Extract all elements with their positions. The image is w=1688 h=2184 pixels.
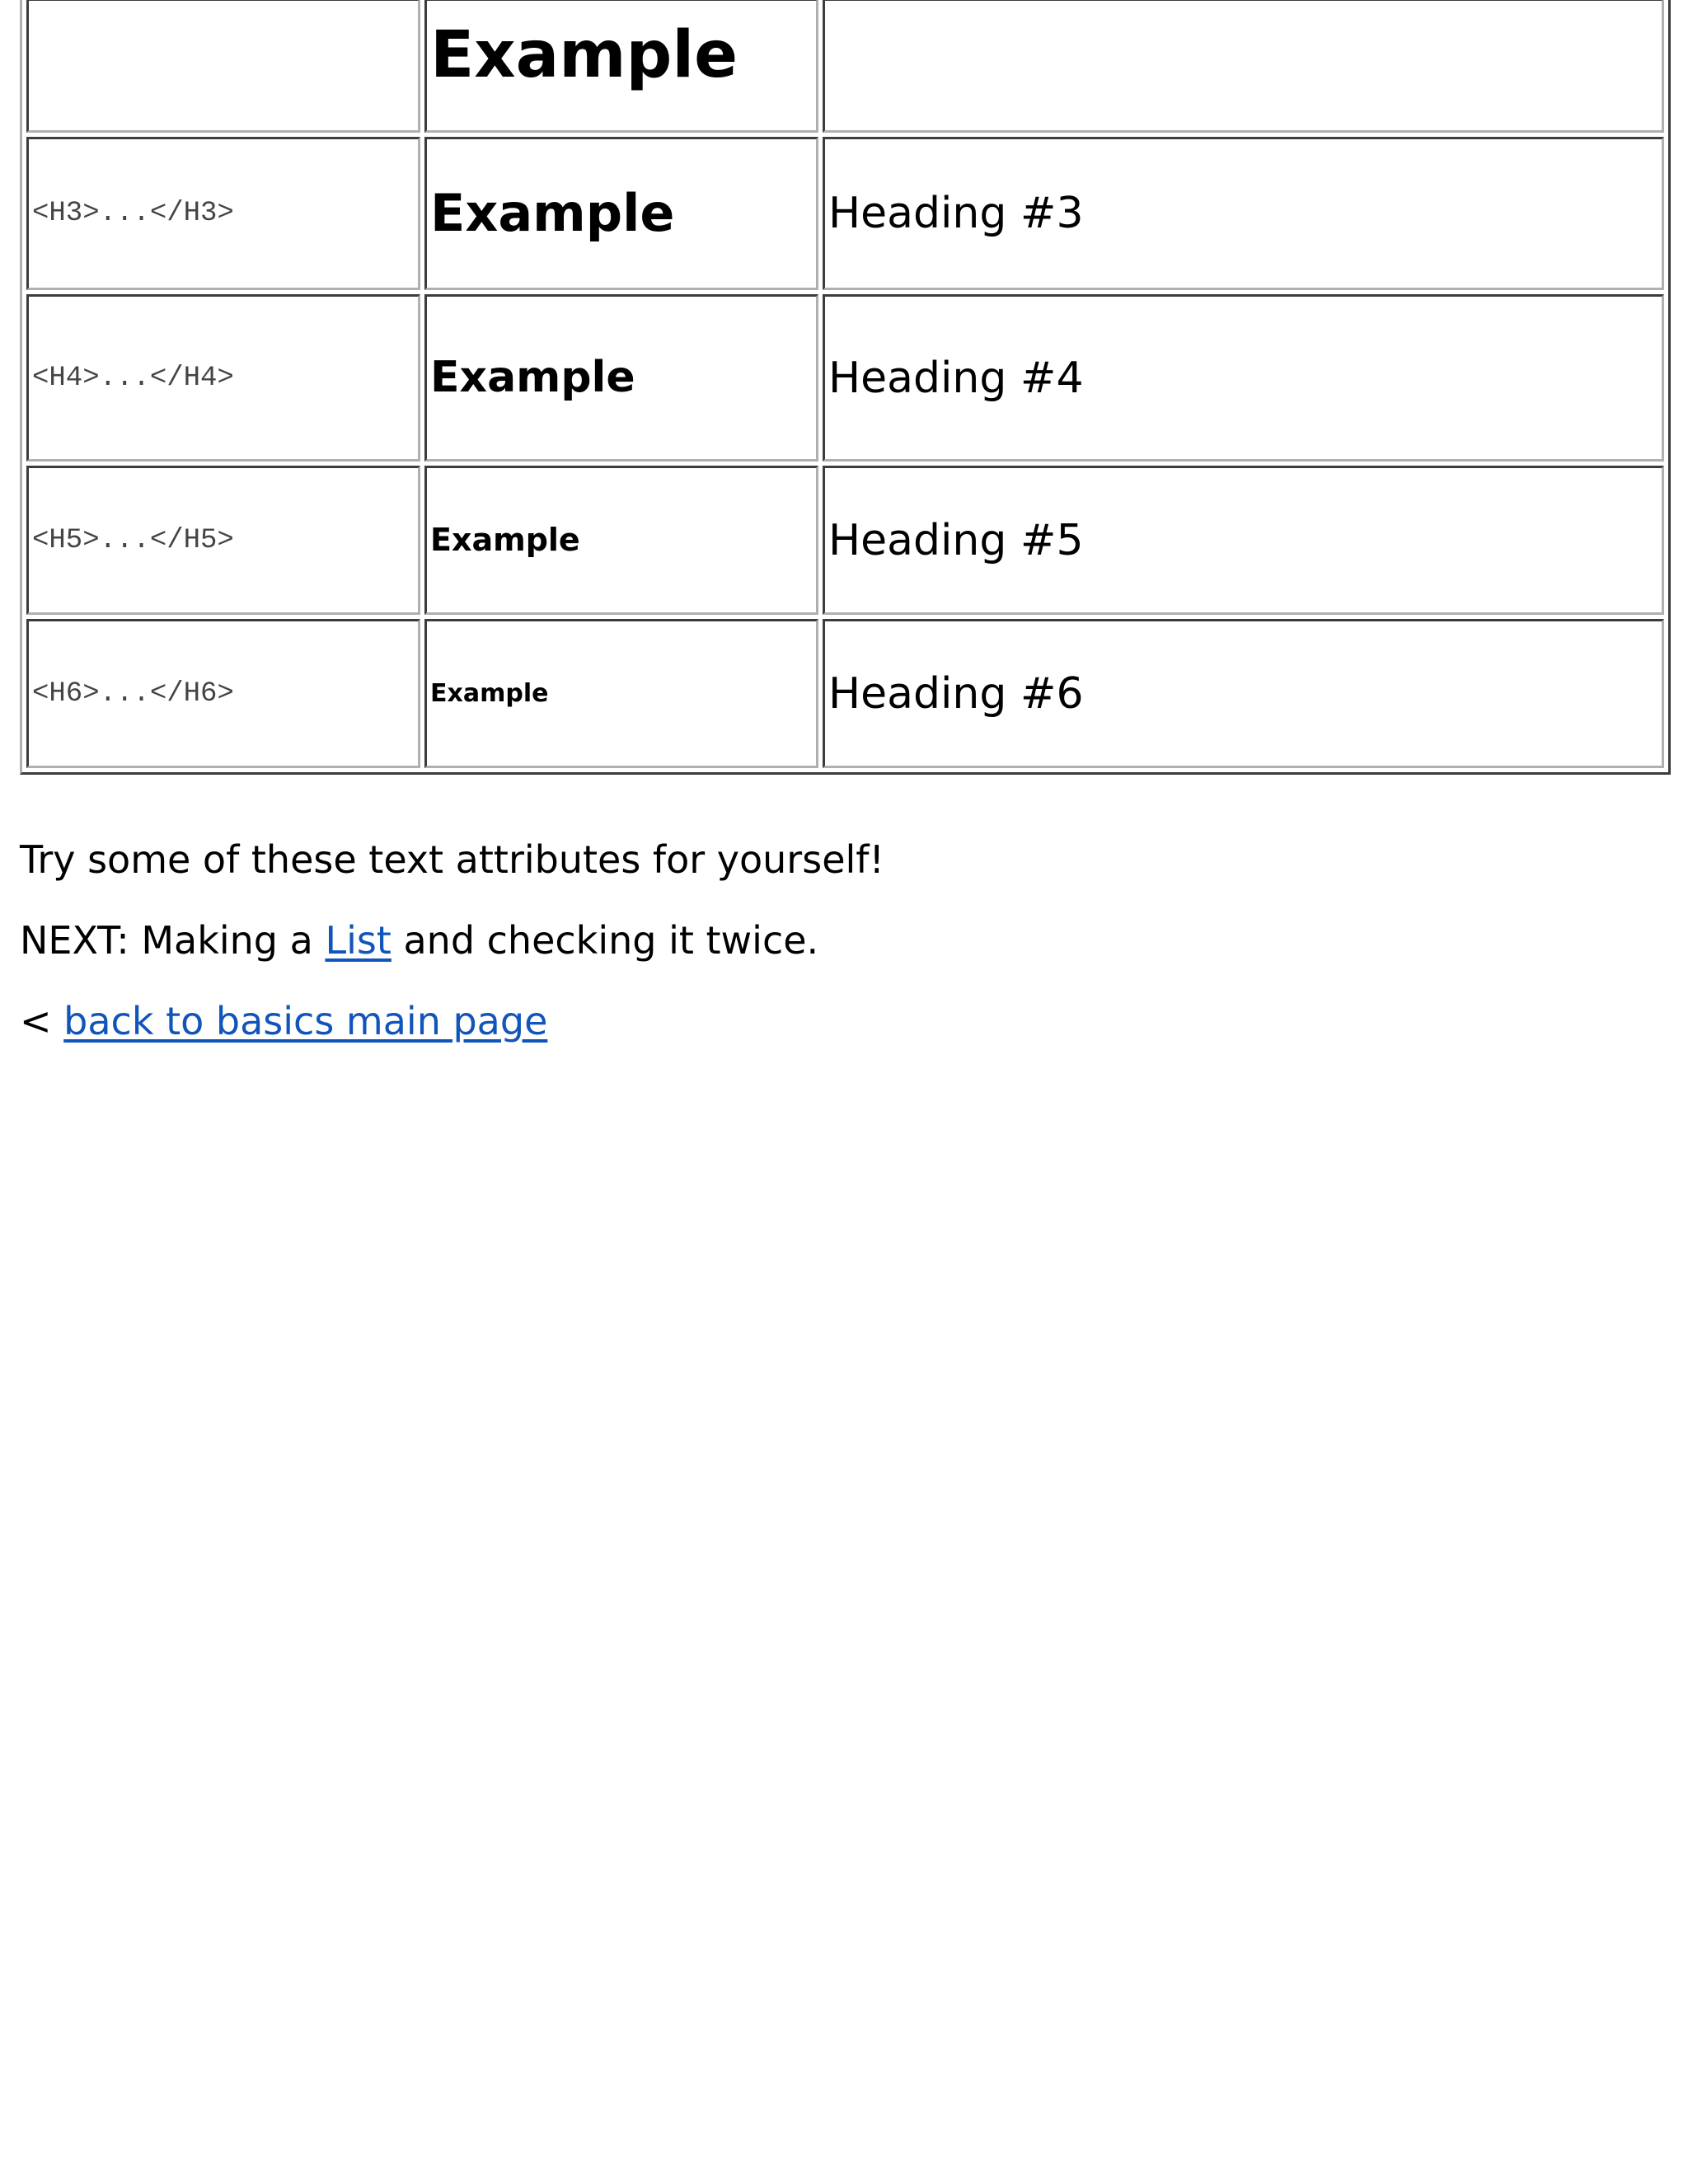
tag-cell [26,294,420,462]
description-cell [823,137,1664,290]
next-suffix: and checking it twice. [391,918,819,963]
table-row [26,294,1664,462]
example-cell [424,0,818,133]
tag-cell [26,137,420,290]
back-prefix: < [20,999,64,1043]
heading-tags-table [20,0,1671,775]
list-link[interactable]: List [325,918,392,963]
tag-code: <H4>...</H4> [32,362,234,394]
back-paragraph [20,999,547,1044]
description-cell [823,466,1664,615]
example-h6: Example [430,679,549,708]
table-row [26,466,1664,615]
example-h5: Example [430,521,580,558]
example-h3: Example [430,182,675,243]
tag-cell [26,466,420,615]
try-text-content: Try some of these text attributes for yourself! [20,837,884,882]
tag-code: <H5>...</H5> [32,524,234,556]
description-text: Heading #6 [828,668,1084,719]
back-to-basics-link[interactable]: back to basics main page [63,999,548,1043]
table-row [26,619,1664,768]
example-cell [424,294,818,462]
description-text: Heading #3 [828,189,1084,238]
description-cell [823,619,1664,768]
description-text: Heading #4 [828,353,1084,403]
tag-cell [26,0,420,133]
table-row [26,137,1664,290]
table-row [26,0,1664,133]
example-cell [424,619,818,768]
next-paragraph [20,918,818,963]
next-prefix: NEXT: Making a [20,918,326,963]
tag-code: <H3>...</H3> [32,198,234,229]
example-h2: Example [430,18,738,92]
tag-cell [26,619,420,768]
tag-code: <H6>...</H6> [32,677,234,710]
example-h4: Example [430,352,635,402]
description-text: Heading #5 [828,515,1084,565]
description-cell [823,294,1664,462]
example-cell [424,137,818,290]
example-cell [424,466,818,615]
try-text [20,837,884,883]
description-cell [823,0,1664,133]
